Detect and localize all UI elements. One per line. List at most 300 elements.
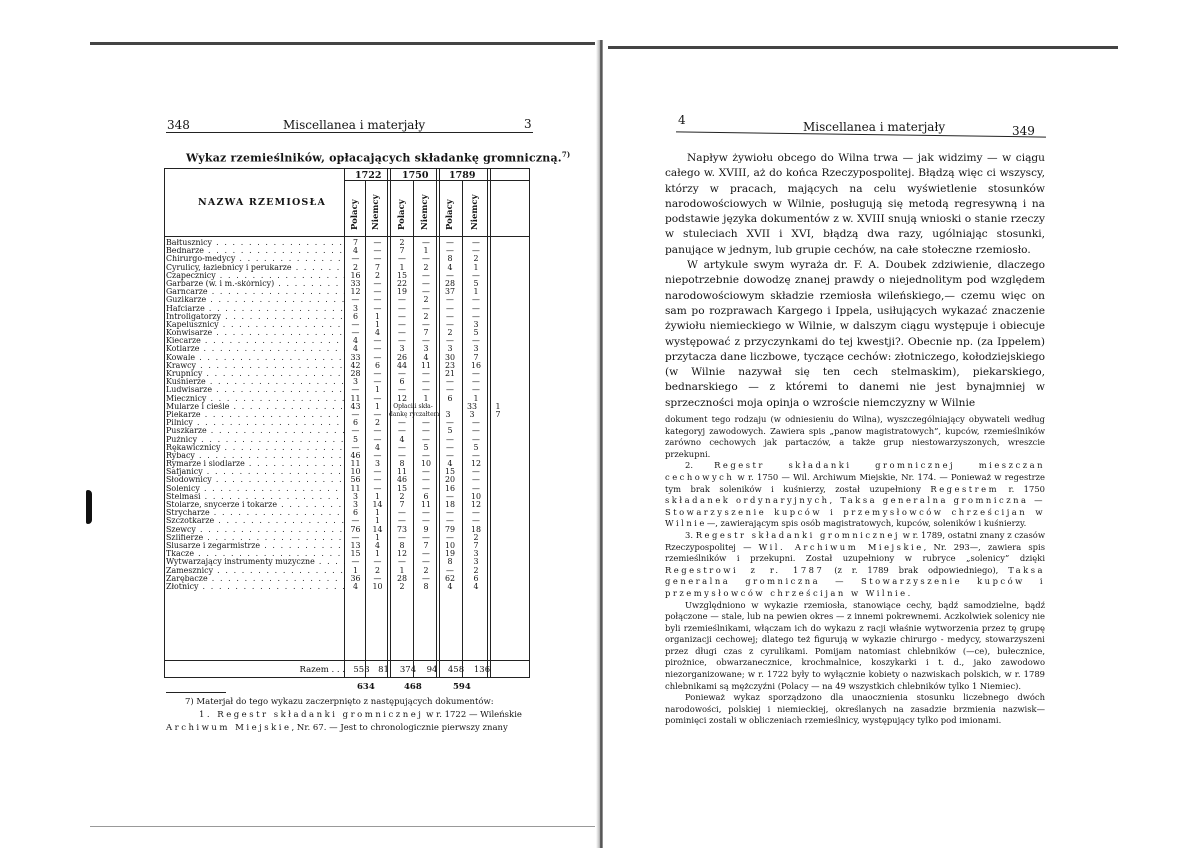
- table-row: [166, 395, 528, 403]
- table-cell: 7: [374, 263, 381, 272]
- craft-name: Garbarze (w. i m.-skórnicy) . . .: [166, 280, 345, 288]
- table-cell: —: [422, 558, 430, 567]
- total-cell: 136: [473, 665, 491, 675]
- table-cell: 3: [399, 345, 405, 354]
- table-cell: 6: [473, 574, 479, 583]
- table-cell: —: [398, 329, 406, 338]
- table-cell: —: [422, 574, 430, 583]
- subcol-polacy-1789: Polacy: [445, 199, 455, 230]
- table-cell: 1: [473, 288, 479, 297]
- craft-name: Ludwisarze . . .: [166, 386, 345, 394]
- craft-name: Złotnicy . . .: [166, 583, 345, 591]
- table-row: [166, 386, 528, 394]
- scan-edge-top-left: [90, 42, 595, 45]
- table-cell: 7: [473, 353, 479, 362]
- table-cell: —: [472, 337, 480, 346]
- year-1750: 1750: [402, 170, 429, 181]
- table-cell: —: [351, 533, 360, 542]
- table-cell: 3: [352, 492, 359, 501]
- craft-name: Bałtusznicy . . .: [166, 239, 345, 247]
- table-cell: —: [422, 427, 430, 436]
- craft-name: Introligatorzy . . .: [166, 313, 345, 321]
- craft-name: Rybacy . . .: [166, 452, 345, 460]
- table-cell: —: [422, 451, 430, 460]
- table-cell: 11: [420, 501, 432, 509]
- table-cell: 16: [470, 361, 482, 370]
- table-cell: —: [446, 239, 454, 247]
- table-cell: 28: [396, 574, 408, 583]
- craft-name: Miecznicy . . .: [166, 395, 345, 403]
- table-cell: —: [472, 509, 480, 518]
- note-b: 2. Regestr składanki gromnicznej mieszczan cechowych w r. 1750 — Wil. Archiwum Miejskie, Nr. 174. — Ponieważ w regestrze tym brak soleników i kuśnierzy, został uzupełniony Regestrem r. 1750 składanek ordynaryjnych, Taksa generalna gromniczna — Stowarzyszenie kupców i przemysłowców chrześcijan w Wilnie—, zawierającym spis osób magistratowych, kupców, soleników i kuśnierzy.: [665, 460, 1045, 529]
- body-text: [665, 151, 1045, 411]
- table-cell: 2: [473, 255, 479, 264]
- craft-name: Zamesznicy . . .: [166, 567, 345, 575]
- table-cell: 10: [372, 582, 383, 591]
- table-cell: —: [422, 239, 430, 247]
- table-row: [166, 575, 528, 583]
- table-cell: 2: [374, 271, 381, 280]
- table-row: [166, 460, 528, 468]
- table-cell: —: [373, 345, 382, 354]
- table-cell: 18: [470, 525, 482, 534]
- table-cell: 44: [396, 361, 408, 370]
- craft-name: Kapelusznicy . . .: [166, 321, 345, 329]
- total-cell: 94: [426, 665, 438, 675]
- craft-name: Słodownicy . . .: [166, 476, 345, 484]
- table-cell: —: [446, 419, 454, 428]
- table-cell: 5: [423, 443, 429, 452]
- table-cell: —: [446, 492, 454, 501]
- table-cell: 33: [350, 353, 361, 362]
- table-cell: —: [351, 443, 360, 452]
- table-cell: 16: [350, 271, 361, 280]
- grand-total-1722: 634: [357, 682, 375, 692]
- table-cell: —: [398, 296, 406, 305]
- table-cell: —: [472, 247, 480, 256]
- table-cell: 2: [352, 263, 359, 272]
- craft-name: Kotlarze . . .: [166, 345, 345, 353]
- page-clip-mark: [86, 490, 92, 524]
- table-cell: —: [472, 435, 480, 444]
- table-cell: —: [422, 517, 430, 526]
- table-cell: 1: [495, 402, 501, 411]
- craft-name: Stolarze, snycerze i tokarze . . .: [166, 501, 345, 509]
- table-cell: —: [472, 239, 480, 247]
- table-row: [166, 288, 528, 296]
- year-1722: 1722: [355, 170, 382, 181]
- subcol-polacy-1722: Polacy: [350, 199, 360, 230]
- table-cell: —: [422, 476, 430, 485]
- year-1789: 1789: [449, 170, 476, 181]
- table-cell: 26: [396, 353, 408, 362]
- table-row: [166, 296, 528, 304]
- table-cell: —: [446, 247, 454, 256]
- table-row: [166, 493, 528, 501]
- table-cell: 3: [473, 558, 479, 567]
- subcol-niemcy-1750: Niemcy: [420, 194, 430, 230]
- table-cell: 7: [423, 541, 429, 550]
- table-cell: 6: [352, 312, 359, 321]
- table-row: [166, 427, 528, 435]
- table-row: [166, 378, 528, 386]
- table-cell: 9: [423, 525, 429, 534]
- table-cell: —: [373, 574, 382, 583]
- table-cell: —: [422, 386, 430, 395]
- craft-name: Strycharze . . .: [166, 509, 345, 517]
- table-cell: —: [472, 271, 480, 280]
- table-cell: —: [398, 558, 406, 567]
- table-cell: 2: [399, 239, 405, 247]
- table-cell: —: [422, 533, 430, 542]
- table-cell: —: [472, 468, 480, 477]
- table-row: [166, 550, 528, 558]
- table-cell: 1: [473, 263, 479, 272]
- table-cell: 33: [350, 279, 361, 288]
- header-rule-left: [166, 132, 533, 133]
- table-cell: —: [373, 394, 382, 403]
- running-index-right: 4: [678, 113, 686, 127]
- table-cell: —: [446, 386, 454, 395]
- table-cell: —: [373, 476, 382, 485]
- table-cell: —: [351, 329, 360, 338]
- table-cell: 1: [374, 312, 381, 321]
- table-cell: —: [422, 378, 430, 387]
- table-cell: —: [373, 484, 382, 493]
- table-cell: 6: [447, 394, 453, 403]
- craft-name: Stelmasi . . .: [166, 493, 345, 501]
- table-cell: 20: [444, 476, 456, 485]
- totals-label: Razem . . .: [299, 665, 345, 675]
- table-row: [166, 509, 528, 517]
- table-cell: 12: [470, 501, 482, 509]
- table-cell: —: [373, 279, 382, 288]
- table-cell: —: [472, 419, 480, 428]
- table-cell: 15: [396, 484, 408, 493]
- table-cell: 7: [473, 541, 479, 550]
- table-cell: —: [373, 255, 382, 264]
- table-cell: 76: [350, 525, 361, 534]
- table-cell: —: [422, 550, 430, 559]
- table-cell: 46: [350, 451, 361, 460]
- table-cell: —: [422, 288, 430, 297]
- table-cell: —: [373, 558, 382, 567]
- table-cell: —: [351, 558, 360, 567]
- craft-name: Chirurgo-medycy . . .: [166, 255, 345, 263]
- page-number-right: 349: [1012, 124, 1035, 138]
- table-cell: 3: [374, 460, 381, 469]
- table-cell: 1: [374, 386, 381, 395]
- table-cell: —: [422, 279, 430, 288]
- craft-name: Puszkarze . . .: [166, 427, 345, 435]
- table-cell: 11: [350, 460, 361, 469]
- craft-name: Kiecarze . . .: [166, 337, 345, 345]
- table-cell: —: [422, 271, 430, 280]
- footnote-rule-left: [166, 692, 226, 693]
- table-cell: 43: [350, 402, 361, 411]
- craft-name: Szlifierze . . .: [166, 534, 345, 542]
- table-cell: 4: [423, 353, 429, 362]
- table-cell: 16: [444, 484, 456, 493]
- table-cell: 73: [396, 525, 408, 534]
- table-cell: 8: [399, 541, 405, 550]
- table-cell: —: [446, 566, 454, 575]
- table-cell: 11: [350, 484, 361, 493]
- table-cell: 13: [350, 541, 361, 550]
- table-cell: 10: [420, 460, 432, 469]
- table-cell: 28: [444, 279, 456, 288]
- table-cell: —: [446, 320, 454, 329]
- table-row: [166, 436, 528, 444]
- table-cell: 2: [423, 566, 429, 575]
- table-cell: —: [373, 427, 382, 436]
- table-cell: —: [373, 304, 382, 313]
- table-cell: —: [422, 255, 430, 264]
- table-row: [166, 542, 528, 550]
- craft-name: Konwisarze . . .: [166, 329, 345, 337]
- note-e: Ponieważ wykaz sporządzono dla unaocznienia stosunku liczebnego dwóch narodowości, polskiej i niemieckiej, określanych na zasadzie brzmienia nazwisk— pominięci zostali w obliczeniach rzemieślnicy, występujący tylko pod imionami.: [665, 692, 1045, 726]
- table-cell: 5: [447, 427, 453, 436]
- scan-edge-bottom-left: [90, 826, 595, 827]
- table-cell: 19: [444, 550, 456, 559]
- table-row: [166, 526, 528, 534]
- header-bottom-rule: [164, 236, 529, 237]
- craft-name: Zarębacze . . .: [166, 575, 345, 583]
- table-cell: —: [351, 517, 360, 526]
- table-cell: —: [446, 443, 454, 452]
- subcol-polacy-1750: Polacy: [397, 199, 407, 230]
- table-cell: 12: [396, 394, 408, 403]
- table-cell: 11: [350, 394, 361, 403]
- table-cell: 8: [399, 460, 405, 469]
- table-cell: 2: [423, 312, 429, 321]
- table-cell: 1: [399, 263, 405, 272]
- table-cell: 3: [423, 345, 429, 354]
- table-cell: 4: [447, 263, 453, 272]
- table-row: [166, 362, 528, 370]
- table-cell: 5: [352, 435, 359, 444]
- note-d: Uwzględniono w wykazie rzemiosła, stanowiące cechy, bądź samodzielne, bądź połączone — stale, lub na pewien okres — z innemi pokrewnemi. Aczkolwiek solenicy nie byli rzemieślnikami, włączam ich do wykazu z racji właśnie wytworzenia przez tę grupę organizacji cechowej; dlatego też figurują w wykazie chirurgo - medycy, stowarzyszeni przez długi czas z cyrulikami. Pomijam natomiast chlebników (—ce), bułecznice, pirożnice, obwarzanecznice, krochmalnice, koszykarki i t. d., jako zawodowo niezorganizowane; w r. 1722 były to wyłącznie kobiety o nazwiskach polskich, w r. 1789 chlebnikami są mężczyźni (Polacy — na 49 wszystkich chlebników tylko 1 Niemiec).: [665, 599, 1045, 691]
- table-cell: 8: [423, 582, 429, 591]
- table-cell: —: [446, 451, 454, 460]
- table-cell: 14: [372, 525, 383, 534]
- table-cell: —: [472, 304, 480, 313]
- table-cell: —: [472, 476, 480, 485]
- table-cell: —: [472, 451, 480, 460]
- table-cell: 4: [352, 345, 359, 354]
- table-cell: —: [422, 419, 430, 428]
- table-cell: —: [422, 484, 430, 493]
- table-row: [166, 452, 528, 460]
- table-cell: 2: [374, 419, 381, 428]
- table-cell: 2: [399, 582, 405, 591]
- table-cell: 3: [352, 501, 359, 509]
- note-c: 3. Regestr składanki gromnicznej w r. 1789, ostatni znany z czasów Rzeczypospolitej — Wil. Archiwum Miejskie, Nr. 293—, zawiera spis rzemieślników i przekupni. Został uzupełniony w rubryce „solenicy” dzięki Regestrowi z r. 1787 (z r. 1789 brak odpowiedniego), Taksa generalna gromniczna — Stowarzyszenie kupców i przemysłowców chrześcijan w Wilnie.: [665, 529, 1046, 598]
- table-cell: 3: [445, 410, 451, 419]
- table-cell: 4: [447, 460, 453, 469]
- table-cell: —: [472, 312, 480, 321]
- table-row: [166, 345, 528, 353]
- table-cell: 1: [374, 533, 381, 542]
- table-cell: 12: [470, 460, 482, 469]
- table-cell: —: [446, 533, 454, 542]
- table-cell: —: [398, 304, 406, 313]
- table-row: [166, 501, 528, 509]
- table-cell: 4: [352, 582, 359, 591]
- craft-name: Hafciarze . . .: [166, 305, 345, 313]
- table-cell: —: [398, 509, 406, 518]
- column-header-name: NAZWA RZEMIOSŁA: [198, 197, 327, 208]
- table-cell: —: [351, 296, 360, 305]
- table-cell: 8: [447, 558, 453, 567]
- table-cell: 6: [399, 378, 405, 387]
- table-cell: —: [472, 296, 480, 305]
- table-cell: 6: [352, 419, 359, 428]
- table-cell: 11: [420, 361, 432, 370]
- table-row: [166, 264, 528, 272]
- table-cell: 12: [396, 550, 408, 559]
- table-row: [166, 247, 528, 255]
- table-cell: —: [446, 378, 454, 387]
- table-row: [166, 370, 528, 378]
- table-cell: —: [398, 443, 406, 452]
- table-cell: 28: [350, 370, 361, 378]
- subcol-niemcy-1789: Niemcy: [470, 194, 480, 230]
- table-row: [166, 534, 528, 542]
- table-cell: 15: [444, 468, 456, 477]
- table-cell: 7: [352, 239, 359, 247]
- table-cell: 2: [473, 533, 479, 542]
- table-cell: 37: [444, 288, 456, 297]
- table-cell: 7: [495, 410, 501, 419]
- craft-name: Szewcy . . .: [166, 526, 345, 534]
- table-cell: 1: [374, 320, 381, 329]
- table-row: [166, 239, 528, 247]
- table-body: [166, 239, 528, 591]
- table-cell: —: [398, 386, 406, 395]
- table-cell: —: [422, 304, 430, 313]
- table-cell: 6: [374, 361, 381, 370]
- table-cell: —: [351, 386, 360, 395]
- table-cell: 7: [399, 501, 405, 509]
- craft-name: Solenicy . . .: [166, 485, 345, 493]
- table-row: [166, 305, 528, 313]
- craft-name: Kuśnierze . . .: [166, 378, 345, 386]
- table-cell: —: [351, 427, 360, 436]
- craft-name: Ślusarze i zegarmistrze . . .: [166, 542, 345, 550]
- table-cell: —: [472, 386, 480, 395]
- table-row: [166, 468, 528, 476]
- craft-name: Wytwarzający instrumenty muzyczne . . .: [166, 558, 345, 566]
- total-cell: 81: [378, 665, 389, 675]
- table-cell: 1: [374, 550, 381, 559]
- craft-name: Czapecznicy . . .: [166, 272, 345, 280]
- table-cell: 14: [372, 501, 383, 509]
- table-cell: 46: [396, 476, 408, 485]
- table-cell: 4: [473, 582, 479, 591]
- table-cell: —: [398, 370, 406, 378]
- craft-name: Bednarze . . .: [166, 247, 345, 255]
- table-row: [166, 321, 528, 329]
- table-cell: [437, 403, 459, 411]
- table-cell: 2: [374, 566, 381, 575]
- table-cell: —: [446, 337, 454, 346]
- table-cell: —: [446, 312, 454, 321]
- table-cell: —: [373, 378, 382, 387]
- craft-name: Puźnicy . . .: [166, 436, 345, 444]
- table-cell: 21: [444, 370, 456, 378]
- table-cell: 4: [399, 435, 405, 444]
- table-cell: 1: [352, 566, 359, 575]
- table-cell: 10: [470, 492, 482, 501]
- paragraph-1: Napływ żywiołu obcego do Wilna trwa — jak widzimy — w ciągu całego w. XVIII, aż do końca Rzeczypospolitej. Błądzą więc ci wszyscy, którzy w pracach, mających na celu wyświetlenie stosunków narodowościowych w Wilnie, posługują się metodą regresywną i na podstawie języka dokumentów z w. XVIII snują wnioski o stanie rzeczy w stuleciach XVII i XVI, błądzą dwa razy, ugólniając stosunki, panujące w jednym, lub grupie cechów, na całe stołeczne rzemiosło.: [665, 152, 1045, 256]
- footnote-7-line-3: Archiwum Miejskie, Nr. 67. — Jest to chronologicznie pierwszy znany: [166, 723, 508, 733]
- table-cell: —: [351, 410, 360, 419]
- table-cell: —: [472, 370, 480, 378]
- note-a: dokument tego rodzaju (w odniesieniu do Wilna), wyszczególniający obywateli według kategoryj zawodowych. Zawiera spis „panow magistratowych”, kupców, rzemieślników zarówno cechowych jak partaczów, a także grup niestowarzyszonych, wreszcie przekupni.: [665, 414, 1045, 459]
- table-cell: 5: [473, 329, 479, 338]
- table-cell: —: [446, 296, 454, 305]
- table-cell: 3: [473, 320, 479, 329]
- table-cell: 36: [350, 574, 361, 583]
- table-cell: —: [373, 353, 382, 362]
- table-row: [166, 411, 528, 419]
- table-cell: —: [398, 419, 406, 428]
- table-cell: —: [398, 451, 406, 460]
- table-cell: 3: [473, 345, 479, 354]
- table-row: [166, 476, 528, 484]
- table-cell: —: [422, 320, 430, 329]
- table-row: [166, 558, 528, 566]
- table-row: [166, 329, 528, 337]
- table-cell: 3: [473, 550, 479, 559]
- table-cell: 10: [444, 541, 456, 550]
- table-cell: —: [373, 468, 382, 477]
- footnote-7-line-1: 7) Materjał do tego wykazu zaczerpnięto z następujących dokumentów:: [185, 697, 494, 707]
- table-cell: 56: [350, 476, 361, 485]
- table-cell: 2: [447, 329, 453, 338]
- table-cell: 5: [473, 279, 479, 288]
- table-cell: —: [373, 451, 382, 460]
- footnote-7-line-2: 1. Regestr składanki gromnicznej w r. 1722 — Wileńskie: [199, 710, 522, 720]
- table-cell: —: [373, 288, 382, 297]
- table-cell: —: [446, 271, 454, 280]
- table-cell: 12: [350, 288, 361, 297]
- table-row: [166, 583, 528, 591]
- table-cell: —: [422, 435, 430, 444]
- table-cell: 1: [374, 402, 381, 411]
- table-cell: —: [398, 517, 406, 526]
- totals-top-rule: [164, 660, 529, 661]
- table-cell: —: [472, 427, 480, 436]
- table-cell: —: [398, 427, 406, 436]
- table-cell: 1: [374, 509, 381, 518]
- table-cell: —: [422, 337, 430, 346]
- craft-name: Mularze i cieśle . . .: [166, 403, 345, 411]
- table-cell: —: [472, 378, 480, 387]
- table-cell: 1: [399, 566, 405, 575]
- table-cell: 18: [444, 501, 456, 509]
- craft-name: Tkacze . . .: [166, 550, 345, 558]
- table-cell: 3: [352, 304, 359, 313]
- table-row: [166, 337, 528, 345]
- paragraph-2: W artykule swym wyraża dr. F. A. Doubek zdziwienie, dlaczego niepotrzebnie dowodzę znanej prawdy o niejednolitym pod względem narodowościowym składzie rzemiosła wileńskiego,— czemu więc on sam po rozprawach Kargego i Ippela, usiłujących wykazać znaczenie żywiołu niemieckiego w Wilnie, w dalszym ciągu występuje i obiecuje występować z przyczynkami do tej kwestji?. Obecnie np. (za Ippelem) przytacza dane liczbowe, tyczące cechów: złotniczego, kołodziejskiego (w Wilnie nazywał się ten cech stelmaskim), piekarskiego, bednarskiego — z któremi to danemi nie jest bynajmniej w sprzeczności moja opinja o wzroście niemczyzny w Wilnie: [665, 259, 1045, 409]
- table-cell: 33: [466, 402, 478, 411]
- table-cell: —: [446, 509, 454, 518]
- table-cell: 7: [399, 247, 405, 256]
- running-head-right: Miscellanea i materjały: [803, 120, 946, 134]
- table-cell: —: [373, 239, 382, 247]
